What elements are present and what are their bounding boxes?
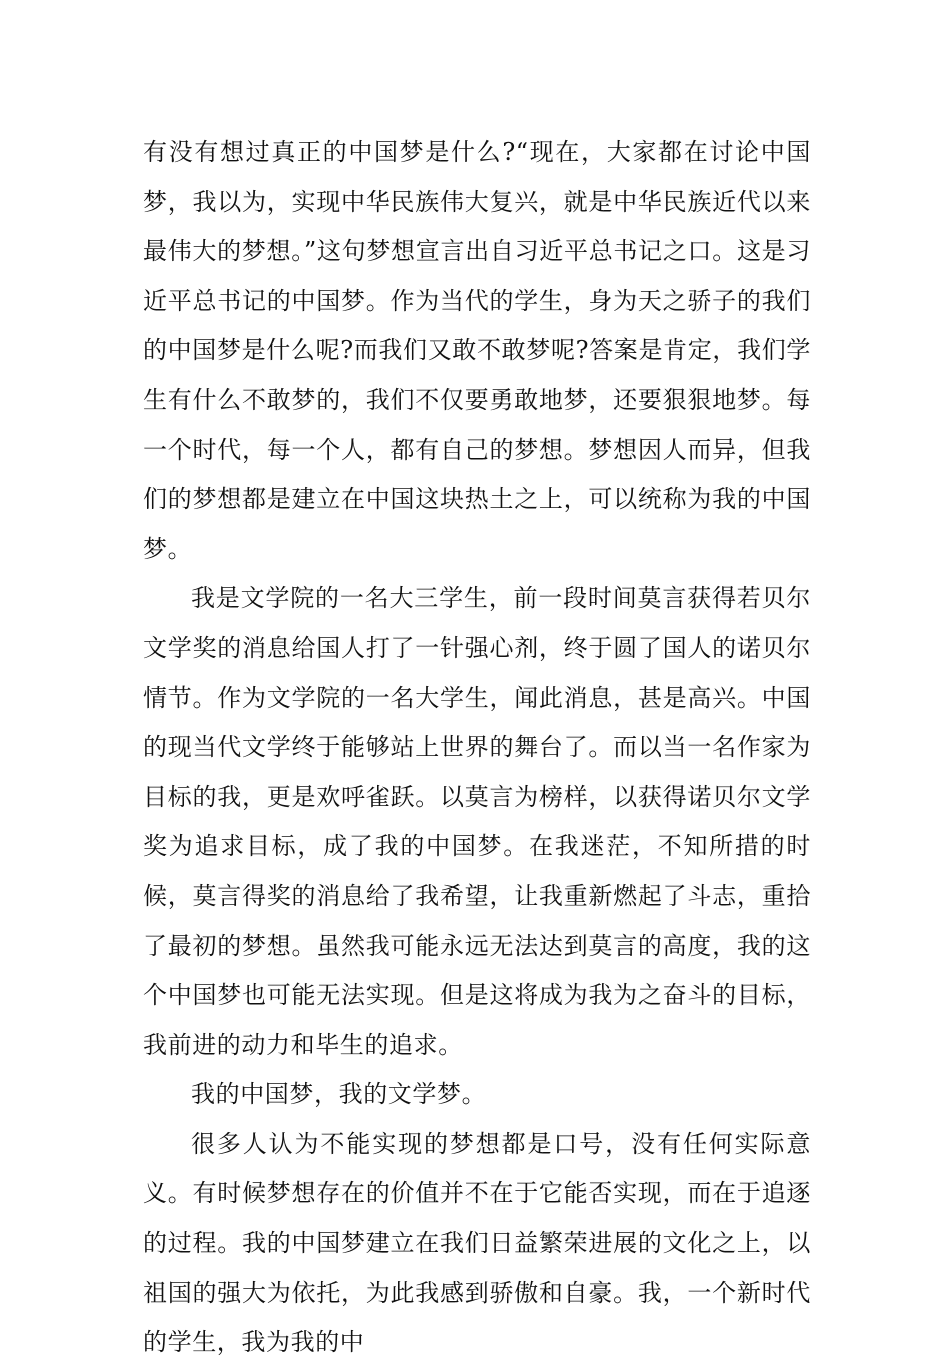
paragraph-dream-intro: 有没有想过真正的中国梦是什么?“现在，大家都在讨论中国梦，我以为，实现中华民族伟大复兴，就是中华民族近代以来最伟大的梦想。”这句梦想宣言出自习近平总书记之口。这是习近平总书记的中国梦。作为当代的学生，身为天之骄子的我们的中国梦是什么呢?而我们又敢不敢梦呢?答案是肯定，我们学生有什么不敢梦的，我们不仅要勇敢地梦，还要狠狠地梦。每一个时代，每一个人，都有自己的梦想。梦想因人而异，但我们的梦想都是建立在中国这块热土之上，可以统称为我的中国梦。 [143,138,811,563]
paragraph-slogan: 我的中国梦，我的文学梦。 [191,1080,487,1109]
document-body [143,128,811,1368]
paragraph-dream-value: 很多人认为不能实现的梦想都是口号，没有任何实际意义。有时候梦想存在的价值并不在于它能否实现，而在于追逐的过程。我的中国梦建立在我们日益繁荣进展的文化之上，以祖国的强大为依托，为此我感到骄傲和自豪。我，一个新时代的学生，我为我的中 [143,1129,811,1357]
paragraph-literature-student: 我是文学院的一名大三学生，前一段时间莫言获得若贝尔文学奖的消息给国人打了一针强心剂，终于圆了国人的诺贝尔情节。作为文学院的一名大学生，闻此消息，甚是高兴。中国的现当代文学终于能够站上世界的舞台了。而以当一名作家为目标的我，更是欢呼雀跃。以莫言为榜样，以获得诺贝尔文学奖为追求目标，成了我的中国梦。在我迷茫，不知所措的时候，莫言得奖的消息给了我希望，让我重新燃起了斗志，重拾了最初的梦想。虽然我可能永远无法达到莫言的高度，我的这个中国梦也可能无法实现。但是这将成为我为之奋斗的目标，我前进的动力和毕生的追求。 [143,584,811,1059]
